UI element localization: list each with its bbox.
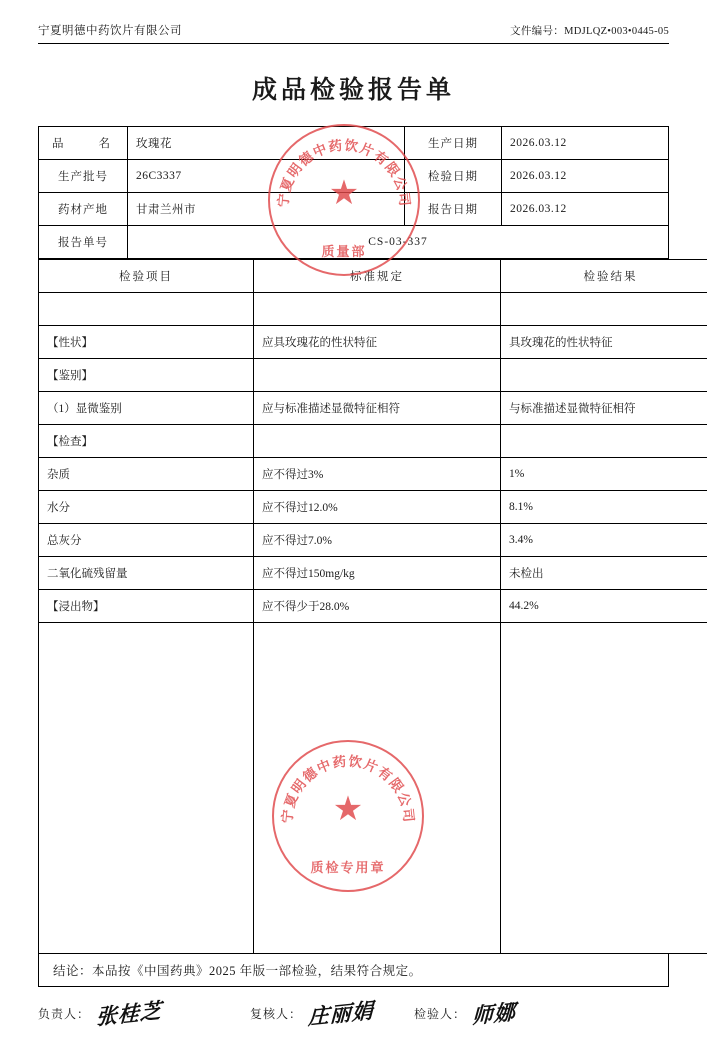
cell-item: 水分 bbox=[39, 491, 254, 524]
cell-standard: 应不得过7.0% bbox=[254, 524, 501, 557]
info-value: 甘肃兰州市 bbox=[128, 193, 405, 226]
column-header-result: 检验结果 bbox=[501, 260, 707, 293]
info-value: 26C3337 bbox=[128, 160, 405, 193]
cell-item: 杂质 bbox=[39, 458, 254, 491]
signature-row bbox=[38, 987, 669, 1039]
cell-result bbox=[501, 425, 707, 458]
cell-result: 1% bbox=[501, 458, 707, 491]
signature-name: 师娜 bbox=[472, 996, 517, 1031]
signature-reviewer bbox=[250, 998, 374, 1028]
signature-label: 复核人： bbox=[250, 1005, 302, 1022]
info-label: 生产批号 bbox=[39, 160, 128, 193]
cell-result bbox=[501, 359, 707, 392]
cell-item: 二氧化硫残留量 bbox=[39, 557, 254, 590]
table-row bbox=[39, 524, 707, 557]
table-row bbox=[39, 491, 707, 524]
stamp-bottom-text: 质检专用章 bbox=[274, 857, 422, 876]
info-label-2: 检验日期 bbox=[405, 160, 502, 193]
cell-result: 8.1% bbox=[501, 491, 707, 524]
cell-standard bbox=[254, 425, 501, 458]
results-table bbox=[38, 259, 707, 954]
info-row bbox=[39, 193, 669, 226]
info-row bbox=[39, 160, 669, 193]
page-title: 成品检验报告单 bbox=[38, 70, 669, 106]
cell-item: 【鉴别】 bbox=[39, 359, 254, 392]
table-row bbox=[39, 590, 707, 623]
filler-cell bbox=[39, 623, 254, 954]
conclusion-text: 结论：本品按《中国药典》2025 年版一部检验，结果符合规定。 bbox=[38, 954, 669, 987]
cell-standard: 应不得过12.0% bbox=[254, 491, 501, 524]
report-number-row bbox=[39, 226, 669, 259]
cell-item: 总灰分 bbox=[39, 524, 254, 557]
spacer-cell bbox=[254, 293, 501, 326]
spacer-cell bbox=[39, 293, 254, 326]
info-value: 玫瑰花 bbox=[128, 127, 405, 160]
info-label: 药材产地 bbox=[39, 193, 128, 226]
filler-cell bbox=[254, 623, 501, 954]
info-label-2: 报告日期 bbox=[405, 193, 502, 226]
signature-name: 庄丽娟 bbox=[308, 994, 375, 1031]
report-number-value: CS-03-337 bbox=[128, 226, 669, 259]
column-header-standard: 标准规定 bbox=[254, 260, 501, 293]
info-label-2: 生产日期 bbox=[405, 127, 502, 160]
cell-standard: 应不得过3% bbox=[254, 458, 501, 491]
signature-inspector bbox=[414, 998, 516, 1028]
cell-result: 与标准描述显微特征相符 bbox=[501, 392, 707, 425]
cell-standard bbox=[254, 359, 501, 392]
spacer-row bbox=[39, 293, 707, 326]
column-header-item: 检验项目 bbox=[39, 260, 254, 293]
cell-result: 具玫瑰花的性状特征 bbox=[501, 326, 707, 359]
filler-cell bbox=[501, 623, 707, 954]
stamp-bottom-text: 质量部 bbox=[270, 241, 418, 260]
cell-item: 【检查】 bbox=[39, 425, 254, 458]
table-row bbox=[39, 458, 707, 491]
info-table bbox=[38, 126, 669, 259]
stamp-arc-text: 宁夏明德中药饮片有限公司 bbox=[275, 137, 414, 208]
table-row bbox=[39, 557, 707, 590]
cell-standard: 应不得少于28.0% bbox=[254, 590, 501, 623]
spacer-cell bbox=[501, 293, 707, 326]
table-row bbox=[39, 326, 707, 359]
document-header bbox=[38, 22, 669, 44]
results-header-row bbox=[39, 260, 707, 293]
cell-item: 【浸出物】 bbox=[39, 590, 254, 623]
signature-label: 检验人： bbox=[414, 1005, 466, 1022]
table-row bbox=[39, 359, 707, 392]
report-number-label: 报告单号 bbox=[39, 226, 128, 259]
star-icon: ★ bbox=[329, 177, 359, 211]
table-row bbox=[39, 425, 707, 458]
cell-standard: 应与标准描述显微特征相符 bbox=[254, 392, 501, 425]
cell-result: 3.4% bbox=[501, 524, 707, 557]
cell-item: 【性状】 bbox=[39, 326, 254, 359]
info-row bbox=[39, 127, 669, 160]
info-label: 品 名 bbox=[39, 127, 128, 160]
info-value-2: 2026.03.12 bbox=[502, 127, 669, 160]
signature-name: 张桂芝 bbox=[96, 994, 163, 1031]
signature-label: 负责人： bbox=[38, 1005, 90, 1022]
document-number: 文件编号：MDJLQZ•003•0445-05 bbox=[510, 23, 669, 38]
table-filler-row bbox=[39, 623, 707, 954]
cell-result: 未检出 bbox=[501, 557, 707, 590]
cell-result: 44.2% bbox=[501, 590, 707, 623]
cell-standard: 应不得过150mg/kg bbox=[254, 557, 501, 590]
info-value-2: 2026.03.12 bbox=[502, 193, 669, 226]
info-value-2: 2026.03.12 bbox=[502, 160, 669, 193]
star-icon: ★ bbox=[333, 793, 363, 827]
cell-item: （1）显微鉴别 bbox=[39, 392, 254, 425]
table-row bbox=[39, 392, 707, 425]
cell-standard: 应具玫瑰花的性状特征 bbox=[254, 326, 501, 359]
signature-responsible bbox=[38, 998, 162, 1028]
company-name: 宁夏明德中药饮片有限公司 bbox=[38, 22, 182, 38]
stamp-arc-text: 宁夏明德中药饮片有限公司 bbox=[279, 753, 418, 824]
